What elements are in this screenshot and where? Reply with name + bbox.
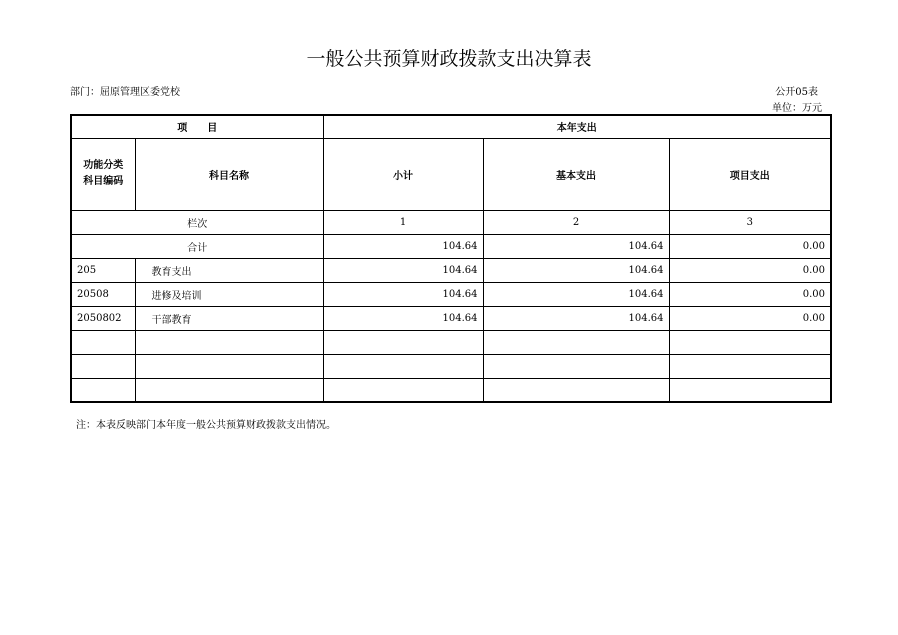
row-subtotal: 104.64	[323, 306, 483, 330]
row-name: 教育支出	[135, 258, 323, 282]
row-name: 干部教育	[135, 306, 323, 330]
row-basic: 104.64	[483, 282, 669, 306]
header-project: 项 目	[71, 115, 323, 138]
row-project: 0.00	[669, 258, 831, 282]
empty-cell	[71, 378, 135, 402]
column-index-2: 2	[483, 210, 669, 234]
column-index-3: 3	[669, 210, 831, 234]
empty-cell	[323, 378, 483, 402]
header-current-year-expense: 本年支出	[323, 115, 831, 138]
row-subtotal: 104.64	[323, 258, 483, 282]
empty-cell	[483, 354, 669, 378]
row-basic: 104.64	[483, 306, 669, 330]
empty-cell	[669, 354, 831, 378]
unit-label: 单位：万元	[772, 103, 822, 114]
total-row	[71, 234, 831, 258]
total-basic: 104.64	[483, 234, 669, 258]
total-project: 0.00	[669, 234, 831, 258]
table-row	[71, 258, 831, 282]
header-func-code-line1: 功能分类	[83, 160, 124, 171]
header-func-code-line2: 科目编码	[83, 176, 124, 187]
empty-cell	[323, 354, 483, 378]
row-code: 205	[71, 258, 135, 282]
row-project: 0.00	[669, 306, 831, 330]
empty-cell	[483, 378, 669, 402]
page-title: 一般公共预算财政拨款支出决算表	[306, 48, 592, 70]
empty-cell	[323, 330, 483, 354]
empty-cell	[135, 330, 323, 354]
header-project-expense: 项目支出	[669, 138, 831, 210]
row-subtotal: 104.64	[323, 282, 483, 306]
column-index-row	[71, 210, 831, 234]
column-index-label: 栏次	[71, 210, 323, 234]
table-row	[71, 282, 831, 306]
header-basic-expense: 基本支出	[483, 138, 669, 210]
empty-cell	[71, 354, 135, 378]
empty-cell	[71, 330, 135, 354]
total-label: 合计	[71, 234, 323, 258]
row-basic: 104.64	[483, 258, 669, 282]
total-subtotal: 104.64	[323, 234, 483, 258]
expense-table	[70, 114, 832, 403]
table-header-row-1	[71, 115, 831, 138]
row-code: 2050802	[71, 306, 135, 330]
empty-cell	[669, 330, 831, 354]
empty-cell	[669, 378, 831, 402]
column-index-1: 1	[323, 210, 483, 234]
table-row	[71, 306, 831, 330]
row-code: 20508	[71, 282, 135, 306]
header-subtotal: 小计	[323, 138, 483, 210]
table-header-row-2	[71, 138, 831, 210]
empty-cell	[135, 354, 323, 378]
row-project: 0.00	[669, 282, 831, 306]
empty-row	[71, 330, 831, 354]
department-label: 部门：屈原管理区委党校	[70, 87, 180, 98]
empty-row	[71, 378, 831, 402]
header-func-code	[71, 138, 135, 210]
empty-row	[71, 354, 831, 378]
empty-cell	[483, 330, 669, 354]
header-subject-name: 科目名称	[135, 138, 323, 210]
form-code-label: 公开05表	[775, 87, 818, 98]
empty-cell	[135, 378, 323, 402]
row-name: 进修及培训	[135, 282, 323, 306]
footnote: 注：本表反映部门本年度一般公共预算财政拨款支出情况。	[76, 420, 336, 431]
